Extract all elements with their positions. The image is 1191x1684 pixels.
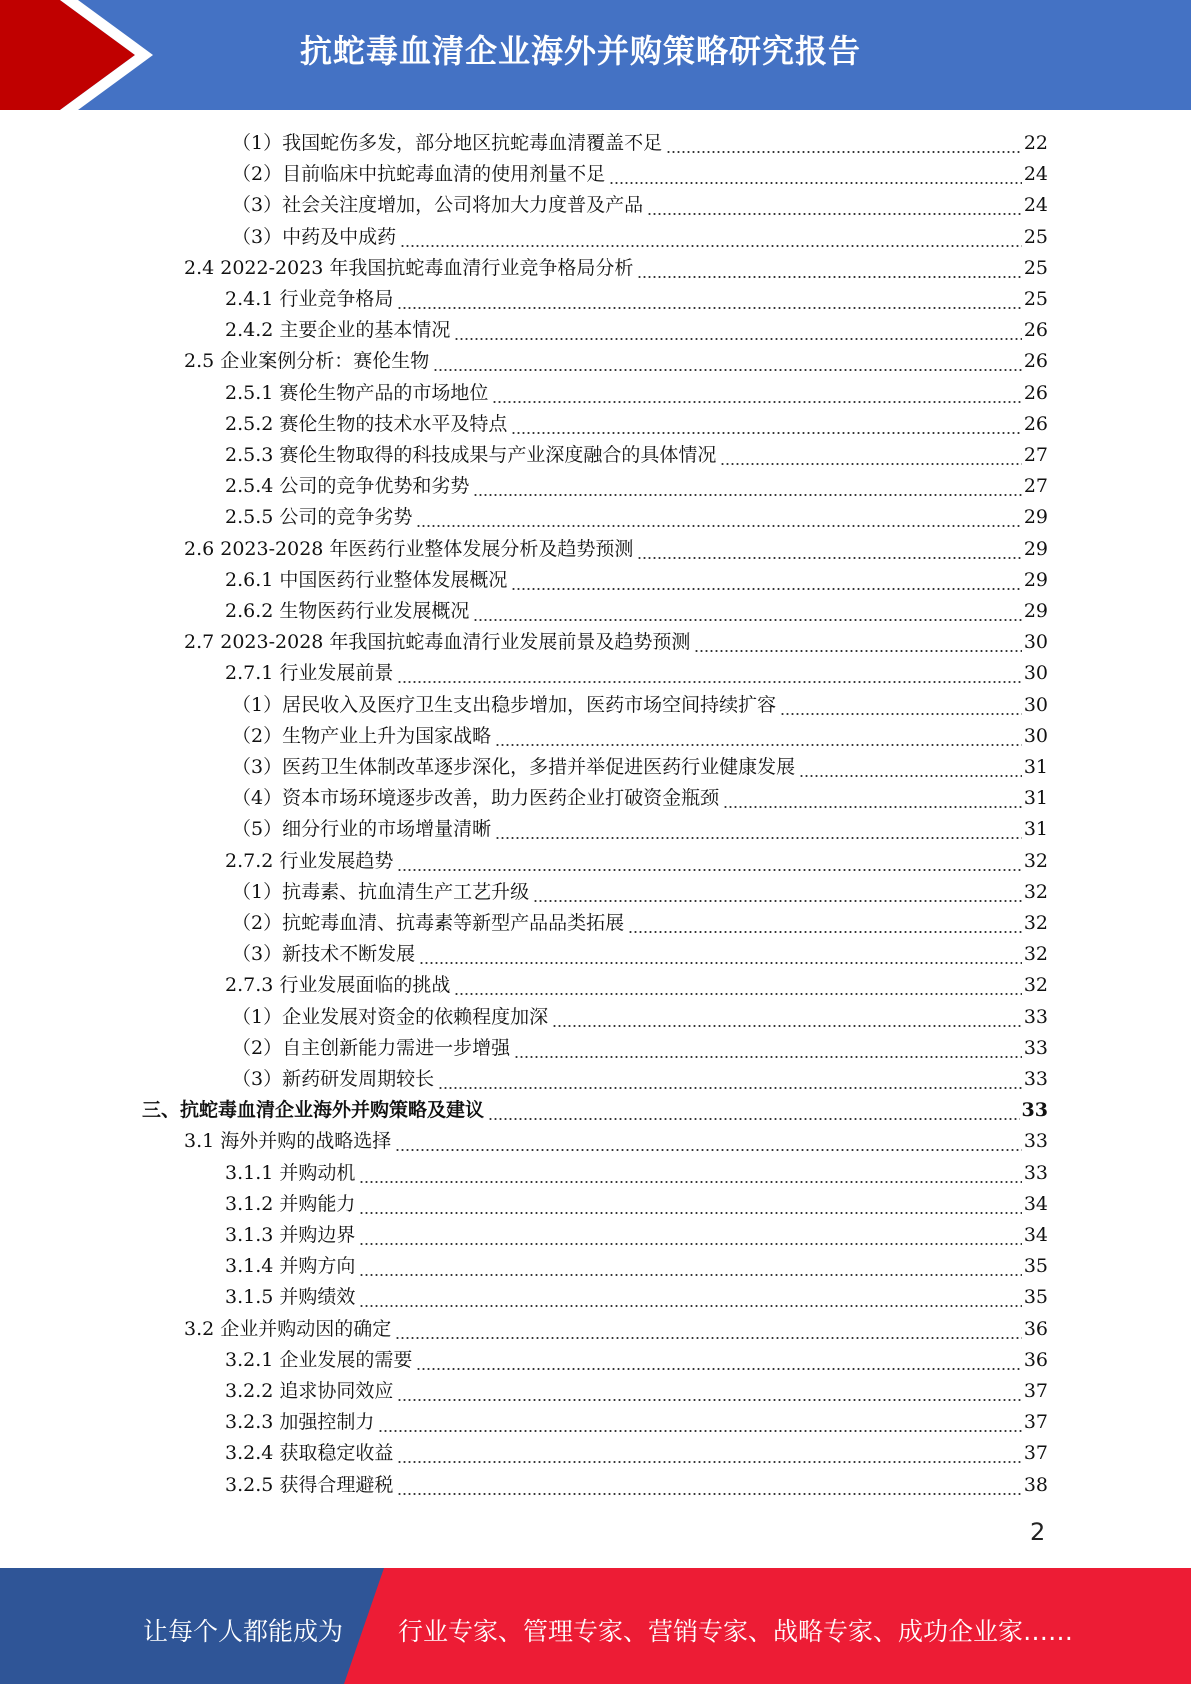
toc-entry-label: 2.5.2 赛伦生物的技术水平及特点	[225, 412, 508, 435]
toc-entry-page: 26	[1023, 350, 1048, 373]
toc-entry-label: 2.5.4 公司的竞争优势和劣势	[225, 475, 470, 498]
toc-dot-leader	[416, 502, 1021, 533]
toc-entry-page: 33	[1023, 1161, 1048, 1184]
toc-entry[interactable]	[232, 1064, 1048, 1095]
toc-dot-leader	[514, 1033, 1022, 1064]
toc-dot-leader	[666, 128, 1022, 159]
footer-slogan-left: 让每个人都能成为	[143, 1617, 344, 1646]
toc-entry-label: 2.4 2022-2023 年我国抗蛇毒血清行业竞争格局分析	[184, 256, 634, 279]
toc-entry-page: 33	[1021, 1099, 1048, 1122]
toc-entry[interactable]	[225, 1376, 1048, 1407]
toc-entry[interactable]	[225, 1438, 1048, 1469]
toc-entry-label: 3.1.2 并购能力	[225, 1192, 356, 1215]
toc-entry-label: （4）资本市场环境逐步改善，助力医药企业打破资金瓶颈	[232, 787, 720, 810]
toc-entry-page: 36	[1023, 1317, 1048, 1340]
toc-dot-leader	[359, 1282, 1021, 1313]
toc-entry-label: （3）新药研发周期较长	[232, 1068, 435, 1090]
toc-entry-page: 32	[1023, 974, 1048, 997]
toc-entry[interactable]	[232, 877, 1048, 908]
toc-entry-label: （2）抗蛇毒血清、抗毒素等新型产品品类拓展	[232, 912, 625, 934]
toc-entry-label: 2.7.1 行业发展前景	[225, 662, 394, 685]
toc-entry[interactable]	[225, 565, 1048, 596]
toc-entry[interactable]	[225, 409, 1048, 440]
toc-entry-page: 34	[1023, 1192, 1048, 1215]
toc-entry-page: 30	[1023, 724, 1048, 747]
toc-entry[interactable]	[232, 690, 1048, 721]
toc-entry[interactable]	[225, 970, 1048, 1001]
toc-dot-leader	[511, 565, 1021, 596]
toc-entry-label: 3.1.1 并购动机	[225, 1161, 356, 1184]
toc-dot-leader	[495, 721, 1022, 752]
red-arrow-icon	[0, 0, 160, 110]
toc-dot-leader	[433, 346, 1022, 377]
toc-entry-label: 3.1.5 并购绩效	[225, 1286, 356, 1309]
toc-entry-label: 2.5.1 赛伦生物产品的市场地位	[225, 381, 489, 404]
toc-dot-leader	[609, 159, 1022, 190]
toc-entry-page: 37	[1023, 1380, 1048, 1402]
toc-entry[interactable]	[232, 939, 1048, 970]
toc-entry-page: 37	[1023, 1442, 1048, 1465]
toc-entry-page: 32	[1023, 943, 1048, 966]
toc-entry-label: 3.2.3 加强控制力	[225, 1411, 375, 1434]
toc-entry-label: （3）新技术不断发展	[232, 943, 416, 966]
toc-entry-label: （1）抗毒素、抗血清生产工艺升级	[232, 880, 530, 903]
toc-dot-leader	[397, 658, 1021, 689]
toc-entry[interactable]	[225, 1251, 1048, 1282]
toc-entry-page: 30	[1023, 693, 1048, 716]
toc-entry[interactable]	[232, 128, 1048, 159]
toc-dot-leader	[454, 315, 1021, 346]
toc-entry-page: 29	[1023, 568, 1048, 591]
toc-entry-label: 2.5.3 赛伦生物取得的科技成果与产业深度融合的具体情况	[225, 444, 717, 466]
toc-entry-label: 3.1 海外并购的战略选择	[184, 1130, 392, 1153]
toc-entry-page: 25	[1023, 225, 1048, 248]
toc-entry-label: 2.6.1 中国医药行业整体发展概况	[225, 568, 508, 591]
toc-entry-page: 31	[1023, 818, 1048, 841]
toc-dot-leader	[511, 409, 1021, 440]
toc-entry-label: 2.7.3 行业发展面临的挑战	[225, 974, 451, 997]
toc-entry-label: 2.6.2 生物医药行业发展概况	[225, 600, 470, 622]
toc-entry[interactable]	[184, 627, 1048, 658]
toc-dot-leader	[799, 752, 1022, 783]
toc-entry[interactable]	[225, 440, 1048, 471]
toc-entry[interactable]	[225, 378, 1048, 409]
toc-dot-leader	[395, 1126, 1022, 1157]
toc-dot-leader	[492, 378, 1021, 409]
toc-dot-leader	[397, 846, 1021, 877]
toc-entry-label: （3）中药及中成药	[232, 225, 397, 248]
toc-entry-page: 24	[1023, 194, 1048, 217]
toc-entry[interactable]	[184, 1314, 1048, 1345]
toc-entry[interactable]	[225, 1282, 1048, 1313]
toc-entry-label: （2）自主创新能力需进一步增强	[232, 1036, 511, 1059]
toc-entry-page: 29	[1023, 506, 1048, 529]
toc-entry[interactable]	[232, 1033, 1048, 1064]
toc-dot-leader	[359, 1158, 1021, 1189]
toc-entry-page: 33	[1023, 1005, 1048, 1028]
toc-entry-page: 37	[1023, 1411, 1048, 1434]
toc-entry-label: （1）我国蛇伤多发，部分地区抗蛇毒血清覆盖不足	[232, 132, 663, 154]
toc-entry-page: 33	[1023, 1130, 1048, 1153]
toc-entry-page: 27	[1023, 444, 1048, 466]
toc-entry-page: 36	[1023, 1348, 1048, 1371]
toc-entry-page: 32	[1023, 912, 1048, 934]
toc-entry-page: 31	[1023, 787, 1048, 810]
toc-dot-leader	[488, 1095, 1020, 1126]
toc-dot-leader	[397, 1470, 1021, 1501]
toc-dot-leader	[628, 908, 1022, 939]
toc-entry-label: 2.7 2023-2028 年我国抗蛇毒血清行业发展前景及趋势预测	[184, 631, 691, 654]
toc-entry-label: （3）医药卫生体制改革逐步深化，多措并举促进医药行业健康发展	[232, 756, 796, 778]
toc-dot-leader	[637, 253, 1021, 284]
toc-entry-page: 27	[1023, 475, 1048, 498]
toc-entry-page: 26	[1023, 319, 1048, 342]
toc-entry[interactable]	[225, 502, 1048, 533]
toc-entry[interactable]	[184, 253, 1048, 284]
toc-entry-label: （1）居民收入及医疗卫生支出稳步增加，医药市场空间持续扩容	[232, 693, 777, 716]
toc-dot-leader	[397, 1376, 1021, 1407]
toc-dot-leader	[454, 970, 1021, 1001]
toc-entry[interactable]	[225, 471, 1048, 502]
toc-entry-page: 29	[1023, 600, 1048, 622]
toc-entry-label: 三、抗蛇毒血清企业海外并购策略及建议	[142, 1099, 485, 1122]
report-title: 抗蛇毒血清企业海外并购策略研究报告	[300, 32, 862, 70]
toc-entry-label: 2.5.5 公司的竞争劣势	[225, 506, 413, 529]
toc-entry-page: 30	[1023, 631, 1048, 654]
toc-entry[interactable]	[225, 1407, 1048, 1438]
toc-entry[interactable]	[225, 658, 1048, 689]
toc-dot-leader	[397, 1438, 1021, 1469]
toc-dot-leader	[495, 814, 1022, 845]
toc-entry[interactable]	[225, 1470, 1048, 1501]
toc-entry[interactable]	[232, 814, 1048, 845]
toc-entry-label: 2.4.1 行业竞争格局	[225, 288, 394, 310]
toc-entry[interactable]	[232, 1002, 1048, 1033]
toc-dot-leader	[637, 534, 1021, 565]
footer-slogan-right: 行业专家、管理专家、营销专家、战略专家、成功企业家……	[398, 1617, 1074, 1646]
toc-entry[interactable]	[225, 1158, 1048, 1189]
toc-entry[interactable]	[225, 1220, 1048, 1251]
toc-entry-label: 3.1.4 并购方向	[225, 1255, 356, 1278]
toc-entry[interactable]	[232, 908, 1048, 939]
toc-dot-leader	[647, 190, 1022, 221]
toc-entry-label: 3.2.1 企业发展的需要	[225, 1348, 413, 1371]
toc-dot-leader	[694, 627, 1021, 658]
toc-entry-label: 2.7.2 行业发展趋势	[225, 849, 394, 872]
toc-entry-page: 32	[1023, 849, 1048, 872]
toc-entry-page: 29	[1023, 537, 1048, 560]
toc-dot-leader	[400, 222, 1022, 253]
toc-entry-label: 3.2.4 获取稳定收益	[225, 1442, 394, 1465]
toc-entry-page: 26	[1023, 412, 1048, 435]
toc-entry[interactable]	[225, 1189, 1048, 1220]
toc-dot-leader	[416, 1345, 1021, 1376]
toc-entry-label: （2）生物产业上升为国家战略	[232, 724, 492, 747]
toc-entry[interactable]	[225, 284, 1048, 315]
toc-entry-label: 2.6 2023-2028 年医药行业整体发展分析及趋势预测	[184, 537, 634, 560]
toc-entry-page: 24	[1023, 163, 1048, 186]
toc-dot-leader	[473, 471, 1021, 502]
toc-entry-page: 33	[1023, 1068, 1048, 1090]
toc-dot-leader	[533, 877, 1022, 908]
page-number: 2	[1030, 1518, 1046, 1546]
toc-entry[interactable]	[232, 721, 1048, 752]
toc-entry-page: 31	[1023, 756, 1048, 778]
toc-dot-leader	[397, 284, 1021, 315]
toc-entry-label: （1）企业发展对资金的依赖程度加深	[232, 1005, 549, 1028]
toc-entry-label: 3.2.5 获得合理避税	[225, 1473, 394, 1496]
toc-entry-page: 33	[1023, 1036, 1048, 1059]
toc-entry-page: 22	[1023, 132, 1048, 154]
toc-entry[interactable]	[184, 534, 1048, 565]
toc-entry[interactable]	[225, 596, 1048, 627]
page-footer	[0, 1568, 1191, 1684]
toc-entry-page: 38	[1023, 1473, 1048, 1496]
toc-dot-leader	[359, 1189, 1021, 1220]
toc-entry[interactable]	[184, 1126, 1048, 1157]
page-header	[0, 0, 1191, 110]
toc-entry[interactable]	[232, 752, 1048, 783]
toc-entry-page: 25	[1023, 288, 1048, 310]
toc-entry-page: 35	[1023, 1286, 1048, 1309]
toc-entry-label: （2）目前临床中抗蛇毒血清的使用剂量不足	[232, 163, 606, 186]
toc-dot-leader	[359, 1220, 1021, 1251]
toc-entry[interactable]	[225, 1345, 1048, 1376]
toc-entry-page: 32	[1023, 880, 1048, 903]
toc-entry-label: 3.2 企业并购动因的确定	[184, 1317, 392, 1340]
toc-dot-leader	[723, 783, 1022, 814]
toc-entry-label: （3）社会关注度增加，公司将加大力度普及产品	[232, 194, 644, 217]
toc-dot-leader	[552, 1002, 1022, 1033]
toc-entry-label: 3.2.2 追求协同效应	[225, 1380, 394, 1402]
toc-entry[interactable]	[232, 222, 1048, 253]
toc-dot-leader	[780, 690, 1022, 721]
toc-entry[interactable]	[232, 783, 1048, 814]
toc-dot-leader	[419, 939, 1022, 970]
toc-entry[interactable]	[225, 846, 1048, 877]
toc-dot-leader	[395, 1314, 1022, 1345]
toc-entry-page: 35	[1023, 1255, 1048, 1278]
toc-entry-label: 3.1.3 并购边界	[225, 1224, 356, 1246]
toc-entry-label: 2.4.2 主要企业的基本情况	[225, 319, 451, 342]
toc-entry-page: 30	[1023, 662, 1048, 685]
toc-entry-label: 2.5 企业案例分析：赛伦生物	[184, 350, 430, 373]
toc-entry-page: 34	[1023, 1224, 1048, 1246]
toc-entry[interactable]	[184, 346, 1048, 377]
toc-dot-leader	[359, 1251, 1021, 1282]
toc-dot-leader	[473, 596, 1021, 627]
toc-entry[interactable]	[232, 159, 1048, 190]
toc-entry[interactable]	[225, 315, 1048, 346]
toc-entry-label: （5）细分行业的市场增量清晰	[232, 818, 492, 841]
toc-dot-leader	[720, 440, 1021, 471]
toc-dot-leader	[438, 1064, 1022, 1095]
toc-entry[interactable]	[142, 1095, 1048, 1126]
toc-entry[interactable]	[232, 190, 1048, 221]
toc-dot-leader	[378, 1407, 1021, 1438]
toc-entry-page: 26	[1023, 381, 1048, 404]
toc-entry-page: 25	[1023, 256, 1048, 279]
